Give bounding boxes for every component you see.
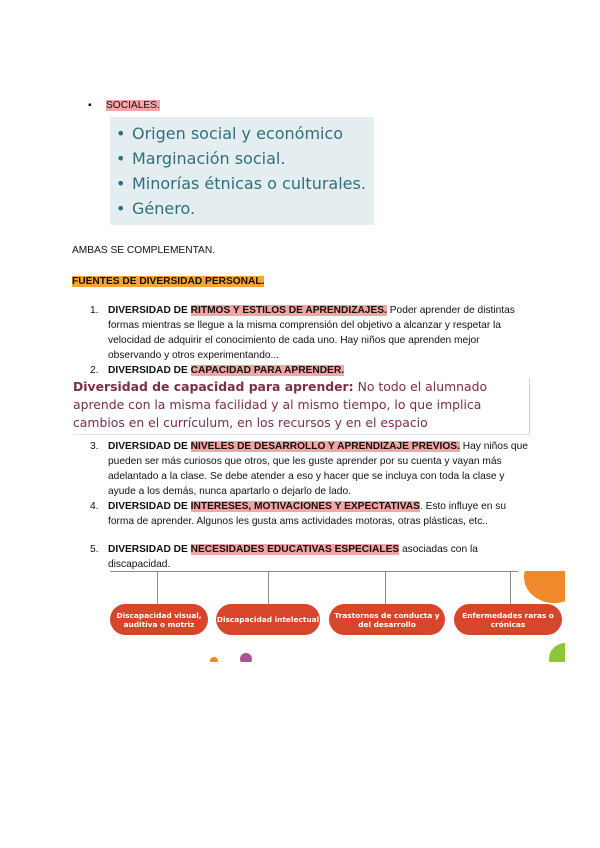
capacidad-image — [73, 378, 530, 435]
list-item-4 — [90, 499, 530, 529]
list-item-1 — [90, 303, 530, 363]
list-item-5 — [90, 542, 530, 572]
ambas-text: AMBAS SE COMPLEMENTAN. — [72, 245, 216, 256]
diagram-pill — [216, 604, 320, 635]
item-number: 1. — [90, 305, 99, 316]
item-highlight: INTERESES, MOTIVACIONES Y EXPECTATIVAS — [190, 501, 420, 512]
diagram-pill — [454, 604, 562, 635]
decorative-circle-icon — [210, 657, 218, 662]
item-lead: DIVERSIDAD DE — [108, 441, 191, 452]
list-item-2 — [90, 363, 530, 378]
item-lead: DIVERSIDAD DE — [108, 501, 191, 512]
diagram-connector — [385, 571, 386, 604]
item-number: 5. — [90, 544, 99, 555]
decorative-circle-icon — [524, 571, 565, 603]
item-lead: DIVERSIDAD DE — [108, 544, 191, 555]
diagram-connector — [268, 571, 269, 604]
item-highlight: CAPACIDAD PARA APRENDER. — [190, 365, 345, 376]
social-factors-image — [110, 117, 374, 225]
list-item-text: Minorías étnicas o culturales. — [132, 174, 366, 193]
item-text: Hay niños que pueden ser más curiosos que otros, que les guste aprender por su cuenta y vayan más adelantado a la clase. Se debe atender a eso y hacer que se incluya con toda la clase y ayude a los demás, nunca apartarlo o dejarlo de lado. — [108, 441, 528, 497]
list-item-3 — [90, 439, 530, 499]
item-number: 4. — [90, 501, 99, 512]
section-title: FUENTES DE DIVERSIDAD PERSONAL. — [72, 276, 265, 287]
item-lead: DIVERSIDAD DE — [108, 305, 191, 316]
item-highlight: NECESIDADES EDUCATIVAS ESPECIALES — [190, 544, 400, 555]
diagram-connector — [110, 571, 518, 572]
list-item: • Minorías étnicas o culturales. — [116, 174, 366, 193]
item-lead: DIVERSIDAD DE — [108, 365, 191, 376]
decorative-circle-icon — [240, 653, 252, 662]
pill-label: Discapacidad intelectual — [216, 615, 320, 624]
item-text: asociadas con la discapacidad. — [108, 544, 478, 570]
item-number: 3. — [90, 441, 99, 452]
capacidad-title: Diversidad de capacidad para aprender: — [73, 379, 354, 394]
pill-label: Enfermedades raras o crónicas — [462, 610, 554, 629]
diagram-pill — [329, 604, 445, 635]
list-item: • Origen social y económico — [116, 124, 344, 143]
list-item: • Género. — [116, 199, 196, 218]
bullet-icon: ▪ — [88, 100, 92, 111]
item-highlight: NIVELES DE DESARROLLO Y APRENDIZAJE PREVIOS. — [190, 441, 460, 452]
capacidad-text: No todo el alumnado aprende con la misma facilidad y al mismo tiempo, lo que implica cambios en el currículum, en los recursos y en el espacio — [73, 379, 488, 430]
item-text: Poder aprender de distintas formas mientras se llegue a la misma comprensión del objetivo a alcanzar y respetar la velocidad de adquirir el conocimiento de cada uno. Hay niños que aprenden mejor observando y otros experimentando... — [108, 305, 515, 361]
item-text: . Esto influye en su forma de aprender. Algunos les gusta ams actividades motoras, otras plásticas, etc.. — [108, 501, 506, 527]
sociales-label: SOCIALES. — [106, 100, 160, 111]
decorative-circle-icon — [549, 643, 565, 662]
list-item: • Marginación social. — [116, 149, 286, 168]
sociales-heading — [88, 100, 160, 111]
pill-label: Trastornos de conducta y del desarrollo — [334, 610, 440, 629]
item-highlight: RITMOS Y ESTILOS DE APRENDIZAJES. — [190, 305, 387, 316]
diagram-image — [110, 571, 565, 662]
list-item-text: Género. — [132, 199, 196, 218]
pill-label: Discapacidad visual, auditiva o motriz — [116, 610, 202, 629]
list-item-text: Marginación social. — [132, 149, 286, 168]
diagram-connector — [157, 571, 158, 604]
diagram-connector — [510, 571, 511, 604]
item-number: 2. — [90, 365, 99, 376]
diagram-pill — [110, 604, 208, 635]
list-item-text: Origen social y económico — [132, 124, 344, 143]
